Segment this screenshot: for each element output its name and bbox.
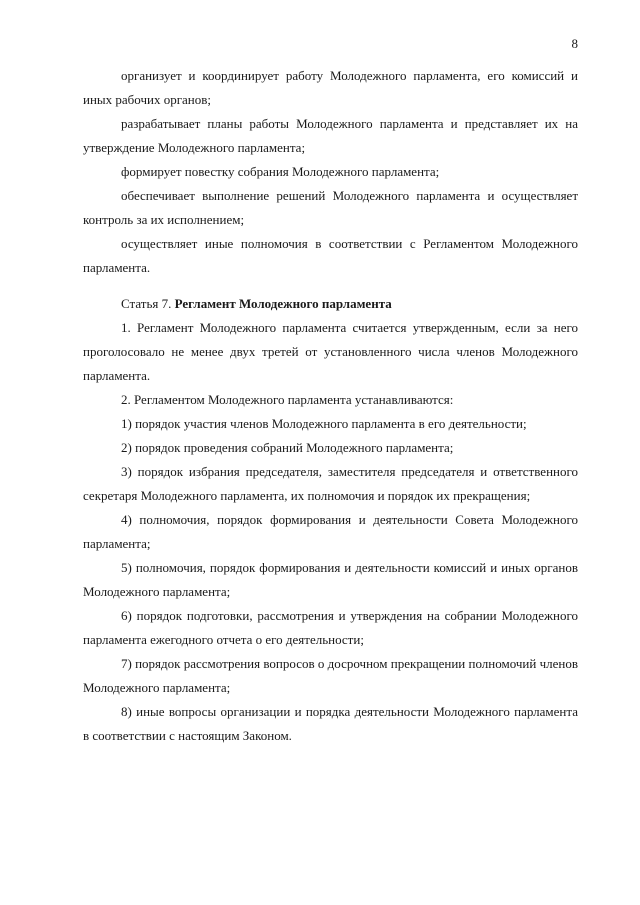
list-item: 8) иные вопросы организации и порядка деятельности Молодежного парламента в соответствии с настоящим Законом. xyxy=(83,704,578,743)
list-item: 2) порядок проведения собраний Молодежного парламента; xyxy=(121,440,454,455)
article-heading xyxy=(83,292,578,316)
paragraph: обеспечивает выполнение решений Молодежного парламента и осуществляет контроль за их исполнением; xyxy=(83,188,578,227)
paragraph: формирует повестку собрания Молодежного парламента; xyxy=(121,164,440,179)
paragraph: 1. Регламент Молодежного парламента считается утвержденным, если за него проголосовало не менее двух третей от установленного числа членов Молодежного парламента. xyxy=(83,320,578,383)
paragraph: 2. Регламентом Молодежного парламента устанавливаются: xyxy=(121,392,454,407)
paragraph: разрабатывает планы работы Молодежного парламента и представляет их на утверждение Молодежного парламента; xyxy=(83,116,578,155)
article-number: Статья 7. xyxy=(121,296,175,311)
list-item: 5) полномочия, порядок формирования и деятельности комиссий и иных органов Молодежного парламента; xyxy=(83,560,578,599)
paragraph: осуществляет иные полномочия в соответствии с Регламентом Молодежного парламента. xyxy=(83,236,578,275)
article-title: Регламент Молодежного парламента xyxy=(174,296,392,311)
list-item: 4) полномочия, порядок формирования и деятельности Совета Молодежного парламента; xyxy=(83,512,578,551)
list-item: 1) порядок участия членов Молодежного парламента в его деятельности; xyxy=(121,416,527,431)
list-item: 6) порядок подготовки, рассмотрения и утверждения на собрании Молодежного парламента ежегодного отчета о его деятельности; xyxy=(83,608,578,647)
page-number: 8 xyxy=(571,36,578,51)
document-body xyxy=(83,64,578,748)
list-item: 7) порядок рассмотрения вопросов о досрочном прекращении полномочий членов Молодежного парламента; xyxy=(83,656,578,695)
list-item: 3) порядок избрания председателя, заместителя председателя и ответственного секретаря Молодежного парламента, их полномочия и порядок их прекращения; xyxy=(83,464,578,503)
paragraph: организует и координирует работу Молодежного парламента, его комиссий и иных рабочих органов; xyxy=(83,68,578,107)
